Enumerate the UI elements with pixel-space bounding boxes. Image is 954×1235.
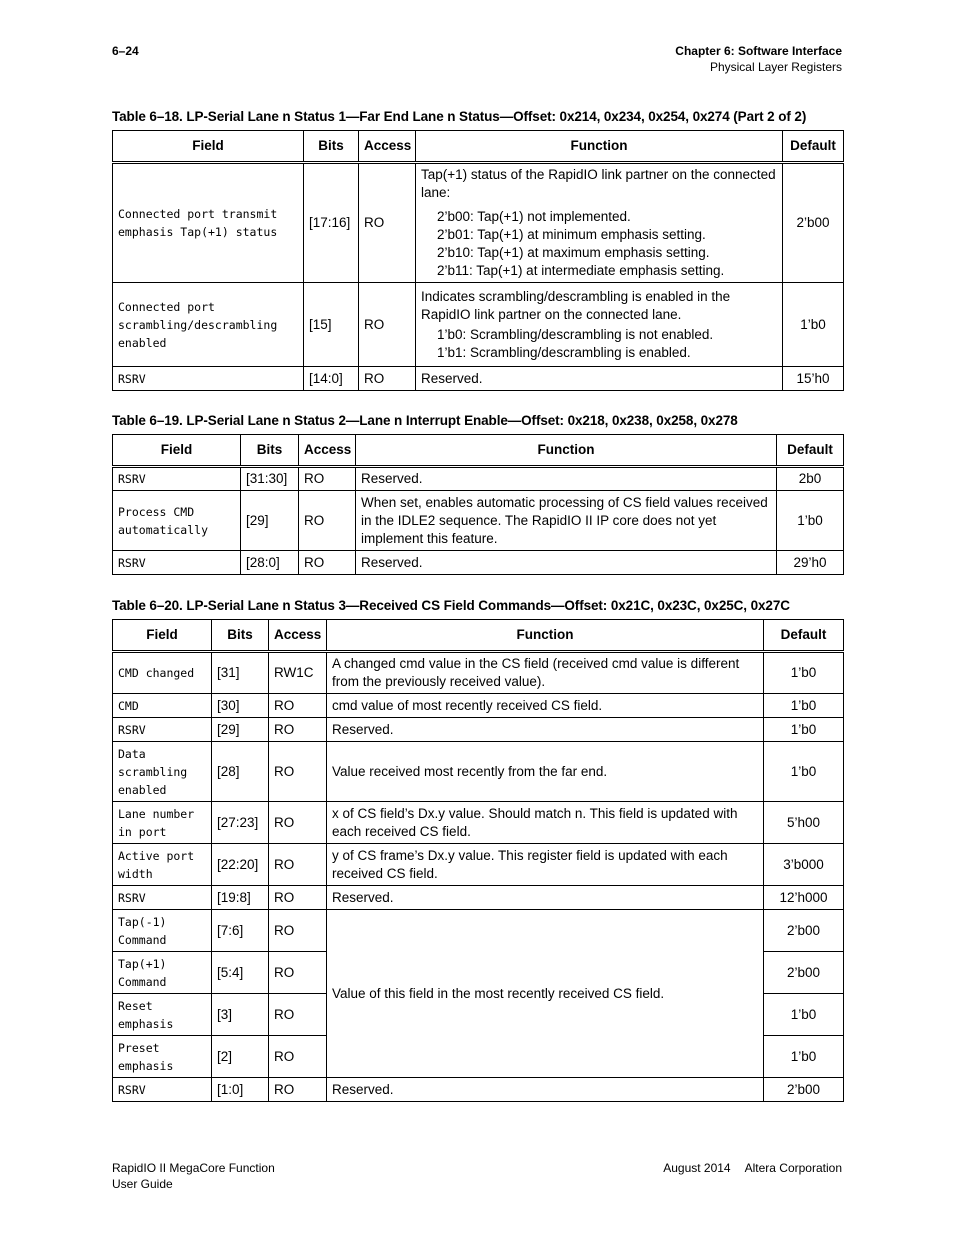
- table-row: [113, 886, 844, 910]
- field-name: CMD: [113, 694, 212, 718]
- field-bits: [7:6]: [212, 910, 269, 952]
- field-access: RO: [269, 910, 327, 952]
- field-access: RO: [299, 467, 356, 491]
- footer-date: August 2014: [663, 1161, 731, 1175]
- table-row: [113, 802, 844, 844]
- field-access: RO: [299, 491, 356, 551]
- col-header-bits: Bits: [304, 131, 359, 163]
- table-row: [113, 1078, 844, 1102]
- col-header-access: Access: [269, 620, 327, 652]
- field-default: 1’b0: [764, 652, 844, 694]
- running-header: [675, 43, 842, 75]
- field-name: RSRV: [113, 1078, 212, 1102]
- field-function: Reserved.: [416, 367, 783, 391]
- field-bits: [28]: [212, 742, 269, 802]
- table-row: [113, 694, 844, 718]
- field-bits: [28:0]: [241, 551, 299, 575]
- field-name: Tap(-1) Command: [113, 910, 212, 952]
- field-default: 1’b0: [764, 718, 844, 742]
- field-access: RO: [269, 718, 327, 742]
- table-row: [113, 467, 844, 491]
- field-function: Reserved.: [356, 467, 777, 491]
- col-header-bits: Bits: [241, 435, 299, 467]
- table-caption-6-18: Table 6–18. LP-Serial Lane n Status 1—Far End Lane n Status—Offset: 0x214, 0x234, 0x254, 0x274 (Part 2 of 2): [112, 109, 807, 124]
- field-name: RSRV: [113, 467, 241, 491]
- field-default: 1’b0: [764, 694, 844, 718]
- field-name: Connected port scrambling/descrambling enabled: [113, 283, 304, 367]
- field-access: RO: [269, 1078, 327, 1102]
- register-table-6-20: [112, 619, 844, 1102]
- field-function: y of CS frame’s Dx.y value. This register field is updated with each received CS field.: [327, 844, 764, 886]
- field-default: 29’h0: [777, 551, 844, 575]
- field-name: CMD changed: [113, 652, 212, 694]
- function-item: 2’b00: Tap(+1) not implemented.: [437, 209, 631, 224]
- col-header-function: Function: [327, 620, 764, 652]
- field-default: 1’b0: [777, 491, 844, 551]
- table-row: [113, 283, 844, 367]
- section-title: Physical Layer Registers: [709, 60, 842, 74]
- field-name: Lane number in port: [113, 802, 212, 844]
- field-access: RO: [359, 367, 416, 391]
- field-bits: [19:8]: [212, 886, 269, 910]
- col-header-default: Default: [777, 435, 844, 467]
- table-header-row: [113, 131, 844, 163]
- field-default: 1’b0: [764, 742, 844, 802]
- field-function: Value received most recently from the far end.: [327, 742, 764, 802]
- register-table-6-19: [112, 434, 844, 575]
- field-bits: [31]: [212, 652, 269, 694]
- field-default: 2’b00: [764, 910, 844, 952]
- field-name: Process CMD automatically: [113, 491, 241, 551]
- col-header-default: Default: [764, 620, 844, 652]
- field-bits: [22:20]: [212, 844, 269, 886]
- field-access: RW1C: [269, 652, 327, 694]
- field-default: 2’b00: [764, 952, 844, 994]
- field-default: 2b0: [777, 467, 844, 491]
- field-access: RO: [269, 994, 327, 1036]
- field-function: Reserved.: [327, 1078, 764, 1102]
- field-default: 1’b0: [783, 283, 844, 367]
- field-name: Active port width: [113, 844, 212, 886]
- field-default: 1’b0: [764, 1036, 844, 1078]
- function-item: 2’b01: Tap(+1) at minimum emphasis setting.: [437, 227, 706, 242]
- col-header-default: Default: [783, 131, 844, 163]
- field-access: RO: [269, 802, 327, 844]
- field-function: Reserved.: [327, 886, 764, 910]
- col-header-function: Function: [356, 435, 777, 467]
- field-function: When set, enables automatic processing of CS field values received in the IDLE2 sequence. The RapidIO II IP core does not yet implement this feature.: [356, 491, 777, 551]
- table-row: [113, 718, 844, 742]
- col-header-bits: Bits: [212, 620, 269, 652]
- field-bits: [3]: [212, 994, 269, 1036]
- function-item: 2’b11: Tap(+1) at intermediate emphasis setting.: [437, 263, 725, 278]
- field-default: 2’b00: [783, 163, 844, 283]
- field-function: A changed cmd value in the CS field (received cmd value is different from the previously received value).: [327, 652, 764, 694]
- field-default: 12’h000: [764, 886, 844, 910]
- function-text: Indicates scrambling/descrambling is enabled in the RapidIO link partner on the connected lane.: [421, 288, 731, 322]
- field-name: RSRV: [113, 551, 241, 575]
- table-row: [113, 551, 844, 575]
- table-caption-6-20: Table 6–20. LP-Serial Lane n Status 3—Received CS Field Commands—Offset: 0x21C, 0x23C, 0x25C, 0x27C: [112, 598, 790, 613]
- field-bits: [14:0]: [304, 367, 359, 391]
- footer-product: RapidIO II MegaCore Function: [112, 1161, 275, 1175]
- field-bits: [29]: [212, 718, 269, 742]
- field-name: RSRV: [113, 886, 212, 910]
- table-row: [113, 742, 844, 802]
- field-access: RO: [269, 844, 327, 886]
- footer-left: [112, 1160, 275, 1192]
- function-item: 1’b0: Scrambling/descrambling is not enabled.: [437, 326, 714, 342]
- field-default: 5’h00: [764, 802, 844, 844]
- field-bits: [17:16]: [304, 163, 359, 283]
- field-access: RO: [269, 694, 327, 718]
- footer-company: Altera Corporation: [744, 1161, 842, 1175]
- field-name: RSRV: [113, 367, 304, 391]
- page-number: 6–24: [112, 44, 139, 58]
- field-name: Connected port transmit emphasis Tap(+1) status: [113, 163, 304, 283]
- field-bits: [15]: [304, 283, 359, 367]
- field-access: RO: [269, 742, 327, 802]
- field-bits: [5:4]: [212, 952, 269, 994]
- field-bits: [30]: [212, 694, 269, 718]
- field-default: 3’b000: [764, 844, 844, 886]
- field-access: RO: [299, 551, 356, 575]
- field-function: [416, 283, 783, 367]
- field-access: RO: [269, 952, 327, 994]
- footer-right: [663, 1160, 842, 1176]
- field-bits: [31:30]: [241, 467, 299, 491]
- field-function: Reserved.: [356, 551, 777, 575]
- col-header-field: Field: [113, 131, 304, 163]
- table-row: [113, 367, 844, 391]
- col-header-field: Field: [113, 620, 212, 652]
- chapter-title: Chapter 6: Software Interface: [675, 44, 842, 58]
- field-bits: [27:23]: [212, 802, 269, 844]
- field-function: cmd value of most recently received CS field.: [327, 694, 764, 718]
- field-access: RO: [359, 163, 416, 283]
- field-default: 15’h0: [783, 367, 844, 391]
- field-bits: [29]: [241, 491, 299, 551]
- field-name: Tap(+1) Command: [113, 952, 212, 994]
- table-row: [113, 163, 844, 283]
- field-name: RSRV: [113, 718, 212, 742]
- table-row: [113, 910, 844, 952]
- table-row: [113, 491, 844, 551]
- table-row: [113, 652, 844, 694]
- col-header-access: Access: [299, 435, 356, 467]
- field-bits: [2]: [212, 1036, 269, 1078]
- field-default: 1’b0: [764, 994, 844, 1036]
- table-caption-6-19: Table 6–19. LP-Serial Lane n Status 2—Lane n Interrupt Enable—Offset: 0x218, 0x238, 0x258, 0x278: [112, 413, 738, 428]
- field-function-merged: Value of this field in the most recently received CS field.: [327, 910, 764, 1078]
- field-function: x of CS field’s Dx.y value. Should match n. This field is updated with each received CS field.: [327, 802, 764, 844]
- field-function: [416, 163, 783, 283]
- field-access: RO: [269, 1036, 327, 1078]
- field-function: Reserved.: [327, 718, 764, 742]
- field-access: RO: [269, 886, 327, 910]
- footer-doc-type: User Guide: [112, 1177, 173, 1191]
- col-header-function: Function: [416, 131, 783, 163]
- field-name: Preset emphasis: [113, 1036, 212, 1078]
- function-text: Tap(+1) status of the RapidIO link partner on the connected lane:: [421, 167, 776, 200]
- field-default: 2’b00: [764, 1078, 844, 1102]
- table-header-row: [113, 435, 844, 467]
- function-item: 2’b10: Tap(+1) at maximum emphasis setting.: [437, 245, 710, 260]
- col-header-field: Field: [113, 435, 241, 467]
- field-access: RO: [359, 283, 416, 367]
- col-header-access: Access: [359, 131, 416, 163]
- field-bits: [1:0]: [212, 1078, 269, 1102]
- function-item: 1’b1: Scrambling/descrambling is enabled.: [437, 344, 691, 360]
- table-row: [113, 844, 844, 886]
- register-table-6-18: [112, 130, 844, 391]
- field-name: Reset emphasis: [113, 994, 212, 1036]
- table-header-row: [113, 620, 844, 652]
- field-name: Data scrambling enabled: [113, 742, 212, 802]
